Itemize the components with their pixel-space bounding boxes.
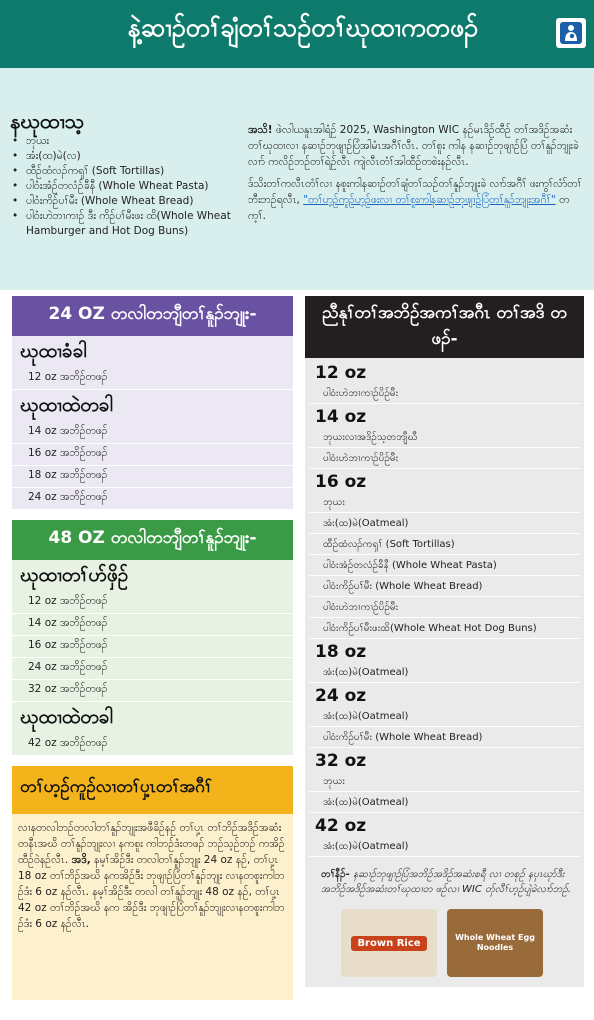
list-item: ပါဝံးကိဉ်ပၢ်မီး (Whole Wheat Bread) — [309, 727, 580, 748]
list-item: ပါဝံးကိဉ်ပၢ်မီးဖးထိ(Whole Wheat Hot Dog Buns) — [309, 618, 580, 639]
size-heading: 24 oz — [315, 686, 367, 706]
header-bar — [0, 0, 594, 68]
table-row: 16 oz အဘိဉ်တဖၣ် — [12, 636, 293, 658]
table-row: 12 oz အဘိဉ်တဖၣ် — [12, 368, 293, 390]
wic-mother-baby-icon — [556, 18, 586, 48]
list-item: အံး(ထ)မဲ(Oatmeal) — [309, 706, 580, 727]
oz48-group2-title: ဃုထၢထဲတခါ — [20, 706, 113, 728]
sizes-title: ညီနုၢ်တၢ်အဘိဉ်အကၢ်အဂီၤ တၢ်အဒိ တဖၣ်- — [305, 296, 584, 358]
oz24-group2-title: ဃုထၢထဲတခါ — [20, 394, 113, 416]
list-item: ပါဝံးဟဲဘၢကၢဉ်ပိဉ်မီး — [309, 597, 580, 618]
egg-noodles-label: Whole Wheat Egg Noodles — [455, 933, 535, 952]
grains-heading: နဃုထၢသ့ — [10, 109, 84, 133]
list-item: အံး(ထ)မဲ(Oatmeal) — [309, 513, 580, 534]
notice-text-3: တက့ၢ်. — [248, 194, 570, 222]
tips-label: အဒိ, — [71, 854, 91, 866]
notice-paragraph-1 — [248, 122, 582, 170]
oz24-group1-title: ဃုထၢခံခါ — [20, 340, 87, 362]
oz48-group1-title: ဃုထၢတၢ်ဟ်ဖှိဉ် — [20, 564, 129, 586]
egg-noodles-image — [447, 909, 543, 977]
list-item: ဘုယး — [309, 771, 580, 792]
page-title: နဲ့ဆၢဉ်တၢ်ချံတၢ်သဉ်တၢ်ဃုထၢကတဖၣ် — [128, 13, 478, 42]
size-heading: 32 oz — [315, 751, 367, 771]
notice-label: အသိ! — [248, 124, 273, 136]
list-item: • ဘုယး — [12, 134, 242, 149]
list-item: ဘုယး — [309, 492, 580, 513]
grains-list — [12, 134, 242, 239]
notice-text-2: ဒ်သိးတၢ်ကလီၤတံၢ်လၢ နစူးကါနဆၢဉ်တၢ်ချံတၢ်သဉ်တၢ်နူၣ်ဘျုးခဲ လၢာ်အဂီၢ် ဖးကွၢ်လံာ်တၢ်ဘီးဘဉ်ရလီၤ, — [248, 178, 582, 206]
list-item: အံး(ထ)မဲ(Oatmeal) — [309, 792, 580, 813]
table-row: 24 oz အဘိဉ်တဖၣ် — [12, 658, 293, 680]
size-heading: 16 oz — [315, 472, 367, 492]
notice-text-1: ဖဲလါယနူၤအါရံဉ် 2025, Washington WIC နဉ်မၤဒိဉ်ထီဉ် တၢ်အဒိဉ်အဆံးတၢ်ဃုထၢလၢ နဆၢဉ်ဘုဖျၢဉ်ပြံအါမံၤအဂီၢ်လီၤ. တၢ်စူး ကါန နဆၢဉ်ဘုဖျၢဉ်ပြံ တၢ်နူၣ်ဘျုးခဲလၢာ် ကလိဉ်ဘဉ်တၢ်ရဲဉ်လီၤ ကျဲလီၤတံၢ်အါထီဉ်တစဲးနဉ်လီၤ. — [248, 124, 579, 168]
list-item: • ပါဝံးအံဉ်တလံဉ်ခီနီ (Whole Wheat Pasta) — [12, 179, 242, 194]
size-heading: 42 oz — [315, 816, 367, 836]
list-item: • ပါဝံးဟဲဘၢကၢဉ် ဒီး ကိဉ်ပၢ်မီးဖး ထိ(Whole Wheat Hamburger and Hot Dog Buns) — [12, 209, 242, 239]
table-row: 16 oz အဘိဉ်တဖၣ် — [12, 444, 293, 466]
list-item: ပါဝံးဟဲဘၢကၢဉ်ပိဉ်မီး — [309, 448, 580, 469]
notice-text — [248, 122, 582, 230]
note-body: နဆၢဉ်ဘုဖျၢဉ်ပြံအဘိဉ်အဒိဉ်အဆံးစရီ လၢ တစုဉ် နပှၤဃုာ်ဒီး အဘိဉ်အဒိဉ်အဆံးတၢ်ဃုထၢတ ဖဉ်လၢ WIC တှ်လီၢ်ဟ့ဉ်ပျဲခဲလၢာ်ဘဉ်. — [321, 869, 572, 895]
table-row: 24 oz အဘိဉ်တဖၣ် — [12, 488, 293, 510]
size-heading: 18 oz — [315, 642, 367, 662]
brown-rice-label: Brown Rice — [351, 936, 426, 951]
size-heading: 14 oz — [315, 407, 367, 427]
intro-section — [0, 68, 594, 290]
notice-paragraph-2 — [248, 176, 582, 224]
table-row: 32 oz အဘိဉ်တဖၣ် — [12, 680, 293, 702]
brown-rice-image — [341, 909, 437, 977]
oz24-title: 24 OZ တလါတဘျီတၢ်နူၣ်ဘျုး- — [12, 296, 293, 336]
list-item: အံး(ထ)မဲ(Oatmeal) — [309, 836, 580, 857]
right-column — [305, 296, 584, 987]
table-row: 12 oz အဘိဉ်တဖၣ် — [12, 592, 293, 614]
list-item: ပါဝံးကိဉ်ပၢ်မီး (Whole Wheat Bread) — [309, 576, 580, 597]
sizes-body — [305, 358, 584, 987]
guide-link[interactable]: "တၢ်ဟ့ဉ်ကူဉ်ဟ့ဉ်ဖးလၢ တၢ်စူးကါနဆၢဉ်ဘုဖျၢဉ်ပြံတၢ်နူၣ်ဘျုးအဂီၢ်" — [303, 194, 556, 206]
oz24-section — [12, 296, 293, 510]
list-item: ပါဝံးအံဉ်တလံဉ်ခီနီ (Whole Wheat Pasta) — [309, 555, 580, 576]
list-item: ထီဉ်ထံလၣ်ကၡၢ် (Soft Tortillas) — [309, 534, 580, 555]
tips-text-2: နမ့ၢ်အိဉ်ဒီး တလါတၢ်နူၣ်ဘျုး 24 oz နဉ်, တၢ်ပှ့ၤ 18 oz တၢ်ဘိဉ်အဃိ နကအိဉ်ဒီး ဘုဖျၢဉ်ပြံတၢ်နူၣ်ဘျုး လၢနတစူးကါဘဉ်ဒံး 6 oz နဉ်လီၤ. နမ့ၢ်အိဉ်ဒီး တလါ တၢ်နူၣ်ဘျုး 48 oz နဉ်, တၢ်ပှ့ၤ 42 oz တၢ်ဘိဉ်အဃိ နက အိဉ်ဒီး ဘုဖျၢဉ်ပြံတၢ်နူၣ်ဘျုးလၢနတစူးကါဘဉ်ဒံး 6 oz နဉ်လီၤ. — [18, 854, 285, 930]
product-images — [309, 901, 580, 981]
table-row: 42 oz အဘိဉ်တဖၣ် — [12, 734, 293, 756]
list-item: • ပါဝံးကိဉ်ပၢ်မီး (Whole Wheat Bread) — [12, 194, 242, 209]
size-heading: 12 oz — [315, 363, 367, 383]
list-item: အံး(ထ)မဲ(Oatmeal) — [309, 662, 580, 683]
list-item: • ထီဉ်ထံလၣ်ကၡၢ် (Soft Tortillas) — [12, 164, 242, 179]
tips-title: တၢ်ဟ့ဉ်ကူဉ်လၢတၢ်ပှ့ၤတၢ်အဂီၢ် — [12, 766, 293, 814]
list-item: • အံး(ထ)မဲ(လ) — [12, 149, 242, 164]
note-text — [309, 857, 580, 901]
note-label: တၢ်နီၣ်- — [321, 869, 350, 880]
table-row: 14 oz အဘိဉ်တဖၣ် — [12, 422, 293, 444]
tips-body — [12, 814, 293, 1000]
left-column — [12, 296, 293, 1010]
oz48-title: 48 OZ တလါတဘျီတၢ်နူၣ်ဘျုး- — [12, 520, 293, 560]
tips-text-1: လၢနတလါဘဉ်တလါတၢ်နူၣ်ဘျုးအဖီခိဉ်နဉ် တၢ်ပှ့ၤ တၢ်ဘိဉ်အဒိဉ်အဆံးတနီၤအဃိ တၢ်နူၣ်ဘျုးလၢ နကစူး ကါဘဉ်ဒံးတဖၣ် ဘဉ်သ့ဉ်ဘဉ် ကအိဉ်ထီဉ်ဝဲနဉ်လီၤ. — [18, 822, 285, 866]
table-row: 14 oz အဘိဉ်တဖၣ် — [12, 614, 293, 636]
oz48-section — [12, 520, 293, 756]
list-item: ဘုယးလၢအဒိဉ်သ့တဘျီဃီ — [309, 427, 580, 448]
list-item: ပါဝံးဟဲဘၢကၢဉ်ပိဉ်မီး — [309, 383, 580, 404]
table-row: 18 oz အဘိဉ်တဖၣ် — [12, 466, 293, 488]
tips-section — [12, 766, 293, 1000]
